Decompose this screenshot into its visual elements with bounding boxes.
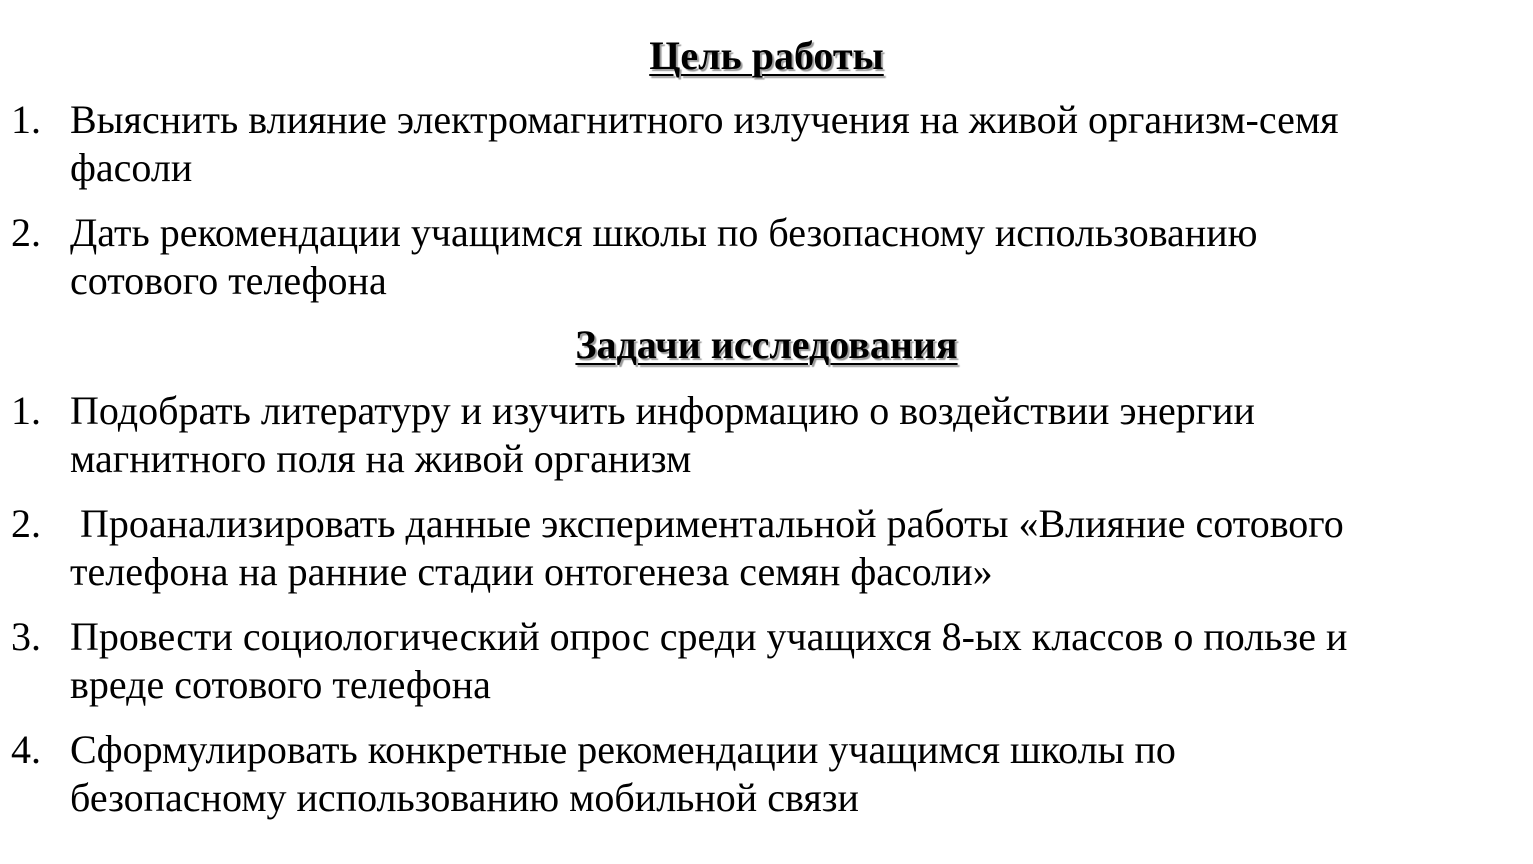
goal-heading: Цель работы	[649, 33, 884, 78]
list-item	[0, 387, 1533, 483]
tasks-list	[0, 387, 1533, 822]
item-number: 1.	[11, 388, 41, 433]
item-text-line: Подобрать литературу и изучить информацию о воздействии энергии	[70, 388, 1255, 433]
list-item	[0, 613, 1533, 709]
list-item	[0, 726, 1533, 822]
item-number: 2.	[11, 210, 41, 255]
list-item	[0, 96, 1533, 192]
list-item	[0, 500, 1533, 596]
list-item	[0, 209, 1533, 305]
item-text-line: телефона на ранние стадии онтогенеза семян фасоли»	[70, 549, 993, 594]
item-text-line: магнитного поля на живой организм	[70, 436, 692, 481]
item-text-line: безопасному использованию мобильной связи	[70, 775, 859, 820]
item-text-line: фасоли	[70, 145, 193, 190]
item-number: 3.	[11, 614, 41, 659]
item-number: 2.	[11, 501, 41, 546]
item-text-line: Проанализировать данные экспериментальной работы «Влияние сотового	[70, 501, 1344, 546]
item-number: 1.	[11, 97, 41, 142]
item-text-line: Выяснить влияние электромагнитного излучения на живой организм-семя	[70, 97, 1339, 142]
item-text-line: сотового телефона	[70, 258, 387, 303]
goal-list	[0, 96, 1533, 305]
item-text-line: Дать рекомендации учащимся школы по безопасному использованию	[70, 210, 1258, 255]
tasks-heading: Задачи исследования	[575, 322, 958, 367]
item-text-line: Провести социологический опрос среди учащихся 8-ых классов о пользе и	[70, 614, 1348, 659]
item-text-line: Сформулировать конкретные рекомендации учащимся школы по	[70, 727, 1176, 772]
item-text-line: вреде сотового телефона	[70, 662, 491, 707]
item-number: 4.	[11, 727, 41, 772]
